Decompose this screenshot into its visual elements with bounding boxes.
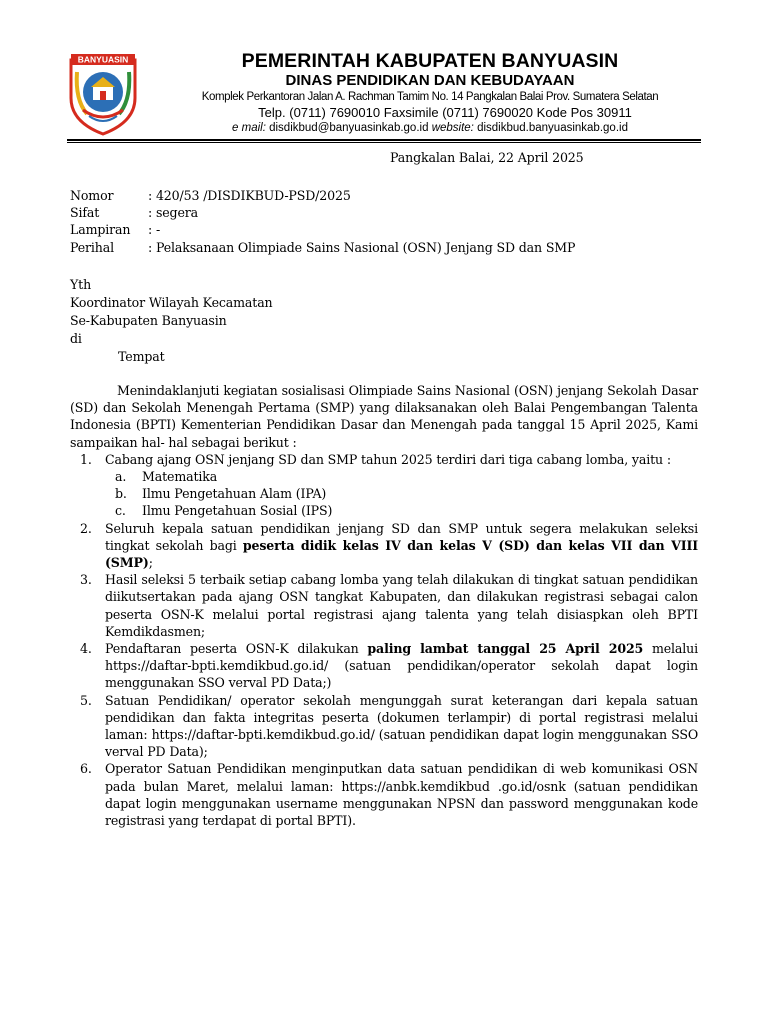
email-label: e mail: bbox=[232, 122, 266, 134]
item-number: 6. bbox=[80, 761, 92, 777]
sub-item-text: Matematika bbox=[142, 469, 218, 485]
letter-meta bbox=[70, 187, 575, 256]
meta-value: : 420/53 /DISDIKBUD-PSD/2025 bbox=[148, 188, 351, 203]
item-text: Satuan Pendidikan/ operator sekolah mengunggah surat keterangan dari kepala satuan pendidikan dan fakta integritas peserta (dokumen terlampir) di portal registrasi melalui laman: https://daftar-bpti.kemdikbud.go.id/ (satuan pendidikan dapat login menggunakan SSO verval PD Data); bbox=[105, 692, 698, 760]
letterhead-phone: Telp. (0711) 7690010 Faxsimile (0711) 7690020 Kode Pos 30911 bbox=[258, 105, 632, 120]
letter-date: Pangkalan Balai, 22 April 2025 bbox=[390, 150, 584, 165]
item-text-tail: ; bbox=[148, 555, 153, 571]
list-item bbox=[70, 640, 698, 692]
sub-list-item bbox=[105, 485, 698, 502]
meta-label: Sifat bbox=[70, 205, 100, 221]
list-item bbox=[70, 520, 698, 572]
list-item bbox=[70, 571, 698, 640]
address-di: di bbox=[70, 331, 82, 346]
meta-row-sifat bbox=[70, 204, 575, 221]
meta-row-nomor bbox=[70, 187, 575, 204]
item-bold-deadline: paling lambat tanggal 25 April 2025 bbox=[367, 641, 644, 657]
letter-body bbox=[70, 382, 698, 829]
list-item bbox=[70, 760, 698, 829]
list-item bbox=[70, 692, 698, 761]
point-list bbox=[70, 451, 698, 829]
website-address: disdikbud.banyuasinkab.go.id bbox=[477, 122, 628, 134]
meta-value: : segera bbox=[148, 205, 199, 221]
sub-list bbox=[105, 468, 698, 520]
sub-item-letter: c. bbox=[115, 503, 126, 519]
letterhead bbox=[150, 50, 710, 136]
list-item bbox=[70, 451, 698, 520]
address-line-1: Koordinator Wilayah Kecamatan bbox=[70, 295, 273, 310]
email-address: disdikbud@banyuasinkab.go.id bbox=[269, 122, 429, 134]
item-number: 5. bbox=[80, 692, 92, 708]
address-line-2: Se-Kabupaten Banyuasin bbox=[70, 313, 227, 328]
address-tempat: Tempat bbox=[118, 349, 165, 364]
recipient-address bbox=[70, 276, 670, 366]
letterhead-divider-thick bbox=[67, 139, 701, 141]
meta-row-lampiran bbox=[70, 221, 575, 238]
item-number: 1. bbox=[80, 451, 92, 467]
meta-label: Perihal bbox=[70, 239, 115, 255]
address-yth: Yth bbox=[70, 277, 92, 292]
meta-value: : - bbox=[148, 222, 161, 238]
item-bold-text: peserta didik kelas IV dan kelas V (SD) dan kelas VII dan VIII (SMP) bbox=[105, 537, 698, 571]
sub-list-item bbox=[105, 502, 698, 519]
sub-item-letter: b. bbox=[115, 486, 127, 502]
letterhead-divider-thin bbox=[67, 142, 701, 143]
intro-paragraph: Menindaklanjuti kegiatan sosialisasi Olimpiade Sains Nasional (OSN) jenjang Sekolah Dasar (SD) dan Sekolah Menengah Pertama (SMP) yang dilaksanakan oleh Balai Pengembangan Talenta Indonesia (BPTI) Kementerian Pendidikan Dasar dan Menengah pada tanggal 15 April 2025, Kami sampaikan hal- hal sebagai berikut : bbox=[70, 383, 698, 450]
meta-row-perihal bbox=[70, 239, 575, 256]
meta-label: Nomor bbox=[70, 188, 114, 203]
letterhead-government-name: PEMERINTAH KABUPATEN BANYUASIN bbox=[241, 50, 619, 72]
logo-text: BANYUASIN bbox=[77, 54, 129, 65]
website-label: website: bbox=[431, 122, 474, 134]
letterhead-agency-name: DINAS PENDIDIKAN DAN KEBUDAYAAN bbox=[285, 72, 575, 89]
item-text: Seluruh kepala satuan pendidikan jenjang SD dan SMP untuk segera melakukan seleksi tingkat sekolah bagi bbox=[105, 520, 698, 553]
letterhead-contact bbox=[150, 121, 710, 136]
item-text: Hasil seleksi 5 terbaik setiap cabang lomba yang telah dilakukan di tingkat satuan pendidikan diikutsertakan pada ajang OSN tangkat Kabupaten, dan dilakukan registrasi sebagai calon peserta OSN-K melalui portal registrasi ajang talenta yang telah disiaspkan oleh BPTI Kemdikdasmen; bbox=[105, 572, 698, 639]
sub-item-text: Ilmu Pengetahuan Alam (IPA) bbox=[142, 486, 327, 502]
item-number: 3. bbox=[80, 572, 92, 588]
item-text: Pendaftaran peserta OSN-K dilakukan bbox=[105, 641, 368, 657]
item-text-tail: melalui https://daftar-bpti.kemdikbud.go.id/ (satuan pendidikan/operator sekolah dapat login menggunakan SSO verval PD Data;) bbox=[105, 641, 698, 691]
item-text: Cabang ajang OSN jenjang SD dan SMP tahun 2025 terdiri dari tiga cabang lomba, yaitu : bbox=[105, 451, 671, 467]
banyuasin-emblem-logo bbox=[67, 50, 139, 136]
sub-list-item bbox=[105, 468, 698, 485]
meta-label: Lampiran bbox=[70, 222, 131, 238]
item-number: 2. bbox=[80, 520, 92, 536]
meta-value: : Pelaksanaan Olimpiade Sains Nasional (OSN) Jenjang SD dan SMP bbox=[148, 239, 576, 255]
sub-item-letter: a. bbox=[115, 469, 127, 485]
item-number: 4. bbox=[80, 641, 92, 657]
letterhead-address: Komplek Perkantoran Jalan A. Rachman Tamim No. 14 Pangkalan Balai Prov. Sumatera Selatan bbox=[201, 91, 659, 103]
sub-item-text: Ilmu Pengetahuan Sosial (IPS) bbox=[142, 503, 333, 519]
item-text: Operator Satuan Pendidikan menginputkan data satuan pendidikan di web komunikasi OSN pada bulan Maret, melalui laman: https://anbk.kemdikbud .go.id/osnk (satuan pendidikan dapat login menggunakan username menggunakan NPSN dan password menggunakan kode registrasi yang terdapat di portal BPTI). bbox=[105, 761, 698, 829]
